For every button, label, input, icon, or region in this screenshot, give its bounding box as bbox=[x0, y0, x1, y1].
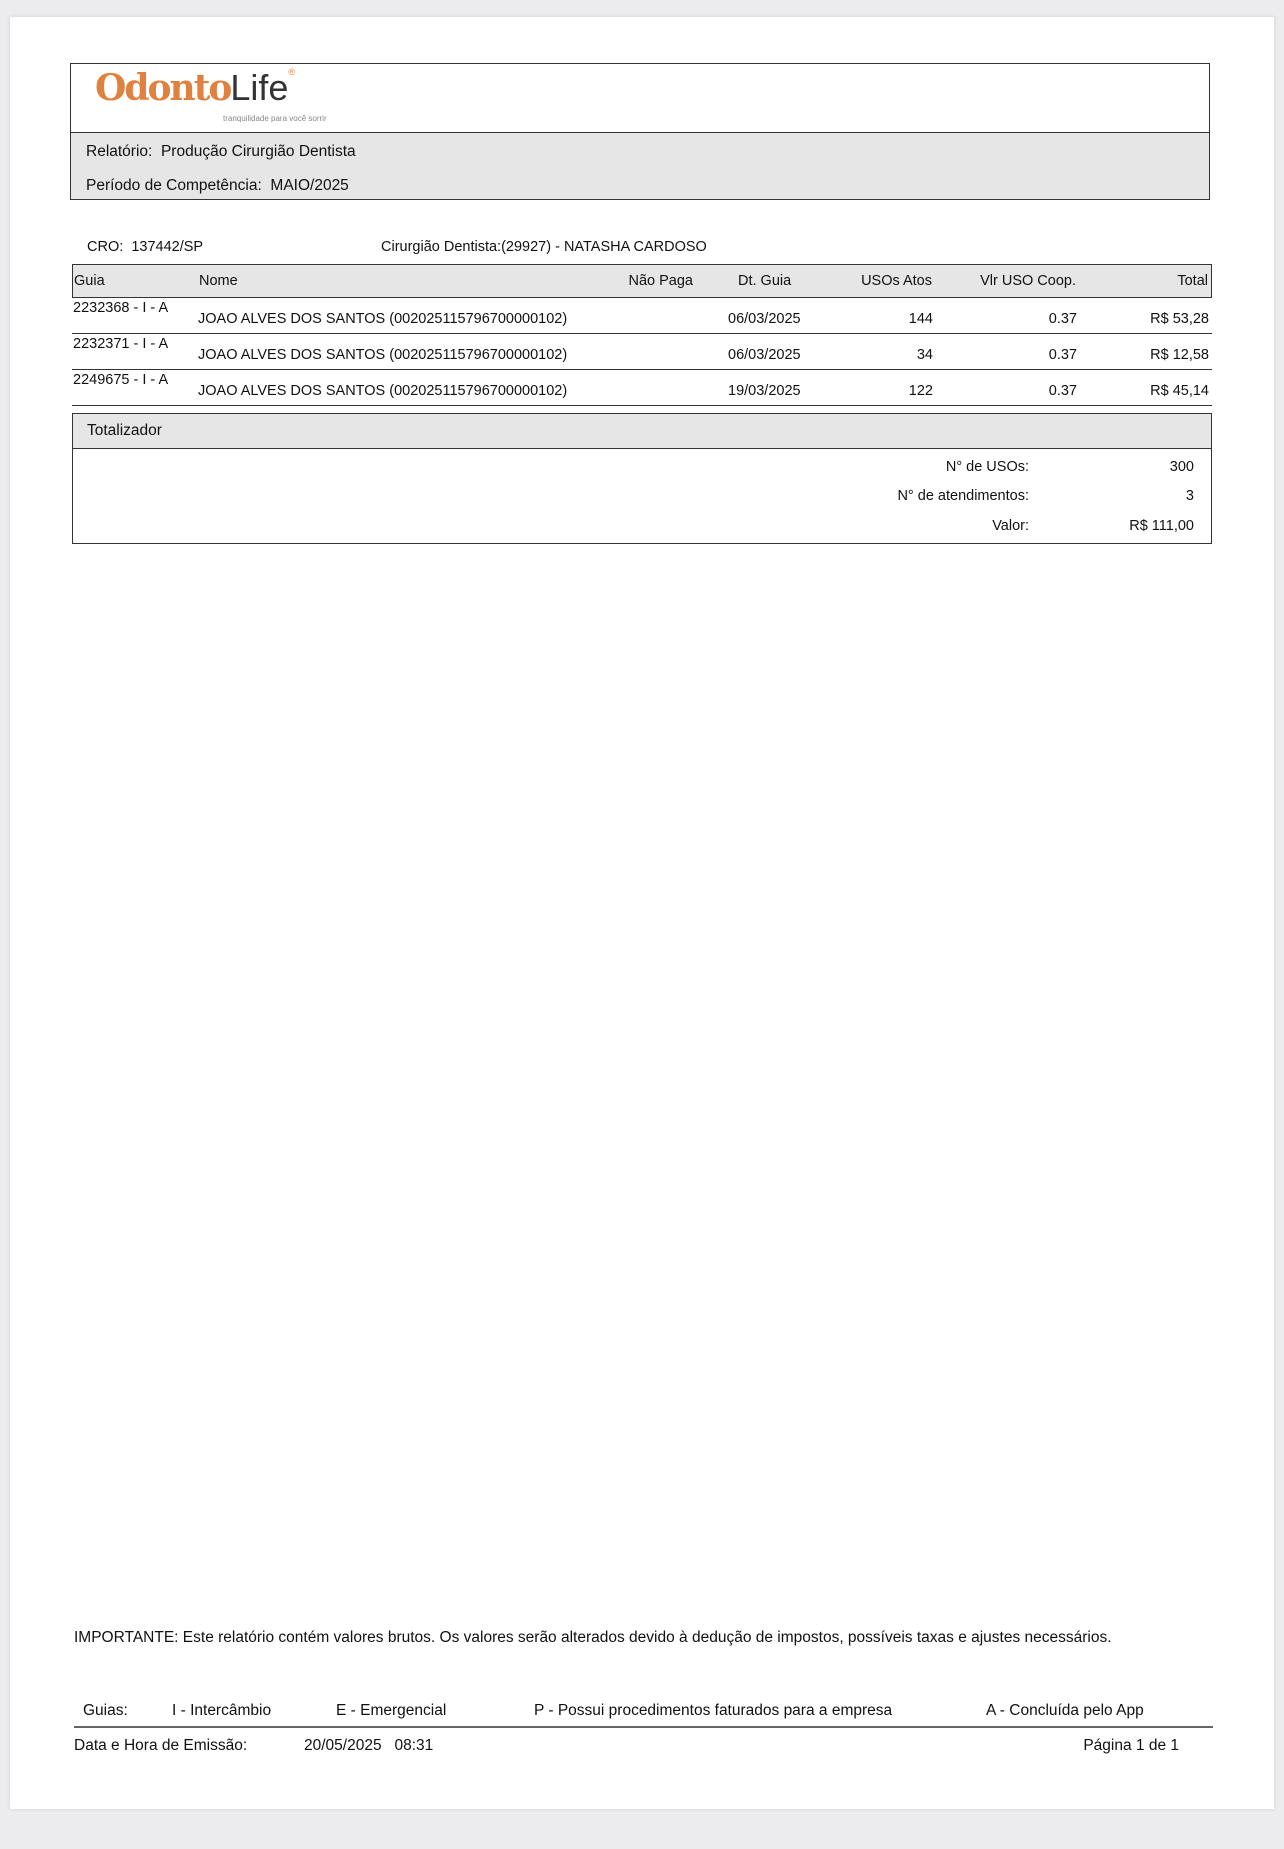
col-guia: Guia bbox=[74, 273, 105, 289]
cell-total: R$ 53,28 bbox=[1150, 311, 1209, 327]
cell-nome: JOAO ALVES DOS SANTOS (0020251157967000001​02) bbox=[198, 311, 568, 327]
cell-guia: 2249675 - I - A bbox=[73, 372, 169, 388]
periodo-value: MAIO/2025 bbox=[270, 177, 349, 194]
importante-note: IMPORTANTE: Este relatório contém valores brutos. Os valores serão alterados devido à dedução de impostos, possíveis taxas e ajustes necessários. bbox=[74, 1629, 1112, 1646]
legend-app: A - Concluída pelo App bbox=[986, 1702, 1144, 1719]
totalizador-box bbox=[72, 413, 1212, 544]
col-nao-paga: Não Paga bbox=[628, 273, 693, 289]
cell-nome: JOAO ALVES DOS SANTOS (002025115796700000102) bbox=[198, 383, 568, 399]
col-total: Total bbox=[1177, 273, 1208, 289]
cell-vlr: 0.37 bbox=[1048, 347, 1077, 363]
totalizador-title: Totalizador bbox=[87, 422, 162, 439]
col-nome: Nome bbox=[199, 273, 238, 289]
logo-tagline: tranquilidade para você sorrir bbox=[223, 114, 327, 123]
atendimentos-label: N° de atendimentos: bbox=[897, 488, 1029, 504]
guias-label: Guias: bbox=[83, 1702, 128, 1719]
table-header bbox=[72, 264, 1212, 298]
periodo-label: Período de Competência: bbox=[86, 177, 262, 194]
cell-total: R$ 12,58 bbox=[1150, 347, 1209, 363]
valor-value: R$ 111,00 bbox=[1129, 518, 1194, 534]
cell-guia: 2232371 - I - A bbox=[73, 336, 169, 352]
col-dt-guia: Dt. Guia bbox=[738, 273, 792, 289]
cell-vlr: 0.37 bbox=[1048, 311, 1077, 327]
report-header bbox=[70, 63, 1210, 200]
cell-dt-guia: 06/03/2025 bbox=[728, 347, 801, 363]
report-info-band bbox=[71, 132, 1209, 199]
totalizador-header bbox=[73, 414, 1211, 449]
emissao-label: Data e Hora de Emissão: bbox=[74, 1737, 248, 1754]
cell-dt-guia: 06/03/2025 bbox=[728, 311, 801, 327]
legend-procedimentos: P - Possui procedimentos faturados para a empresa bbox=[534, 1702, 893, 1719]
atendimentos-value: 3 bbox=[1185, 488, 1194, 504]
dentista-label: Cirurgião Dentista: bbox=[381, 239, 502, 255]
cro-value: 137442/SP bbox=[131, 239, 204, 255]
cell-usos: 122 bbox=[908, 383, 933, 399]
cro-info bbox=[87, 239, 203, 255]
cell-vlr: 0.37 bbox=[1048, 383, 1077, 399]
table-row bbox=[72, 334, 1212, 370]
cell-usos: 144 bbox=[908, 311, 933, 327]
periodo-line bbox=[86, 177, 349, 195]
cell-dt-guia: 19/03/2025 bbox=[728, 383, 801, 399]
page-number: Página 1 de 1 bbox=[1083, 1737, 1179, 1754]
table-row bbox=[72, 370, 1212, 406]
legend-intercambio: I - Intercâmbio bbox=[172, 1702, 272, 1719]
logo-brand-b: Life bbox=[230, 67, 289, 108]
logo-wordmark bbox=[95, 68, 295, 108]
logo-brand-a: Odonto bbox=[95, 67, 231, 109]
col-usos: USOs Atos bbox=[861, 273, 932, 289]
relatorio-label: Relatório: bbox=[86, 143, 153, 160]
table-row bbox=[72, 298, 1212, 334]
dentista-info bbox=[381, 239, 707, 255]
logo-registered: ® bbox=[288, 67, 296, 77]
legend-emergencial: E - Emergencial bbox=[336, 1702, 447, 1719]
cro-label: CRO: bbox=[87, 239, 124, 255]
cell-nome: JOAO ALVES DOS SANTOS (002025115796700000102) bbox=[198, 347, 568, 363]
usos-label: N° de USOs: bbox=[945, 459, 1029, 475]
relatorio-line bbox=[86, 143, 356, 161]
col-vlr: Vlr USO Coop. bbox=[980, 273, 1076, 289]
footer-divider bbox=[74, 1726, 1213, 1728]
cell-usos: 34 bbox=[916, 347, 933, 363]
cell-guia: 2232368 - I - A bbox=[73, 300, 169, 316]
cell-total: R$ 45,14 bbox=[1150, 383, 1209, 399]
odontolife-logo bbox=[95, 68, 415, 130]
valor-label: Valor: bbox=[992, 518, 1029, 534]
emissao-value: 20/05/2025 08:31 bbox=[304, 1737, 434, 1754]
relatorio-value: Produção Cirurgião Dentista bbox=[160, 143, 356, 160]
dentista-value: (29927) - NATASHA CARDOSO bbox=[501, 239, 707, 255]
usos-value: 300 bbox=[1169, 459, 1194, 475]
